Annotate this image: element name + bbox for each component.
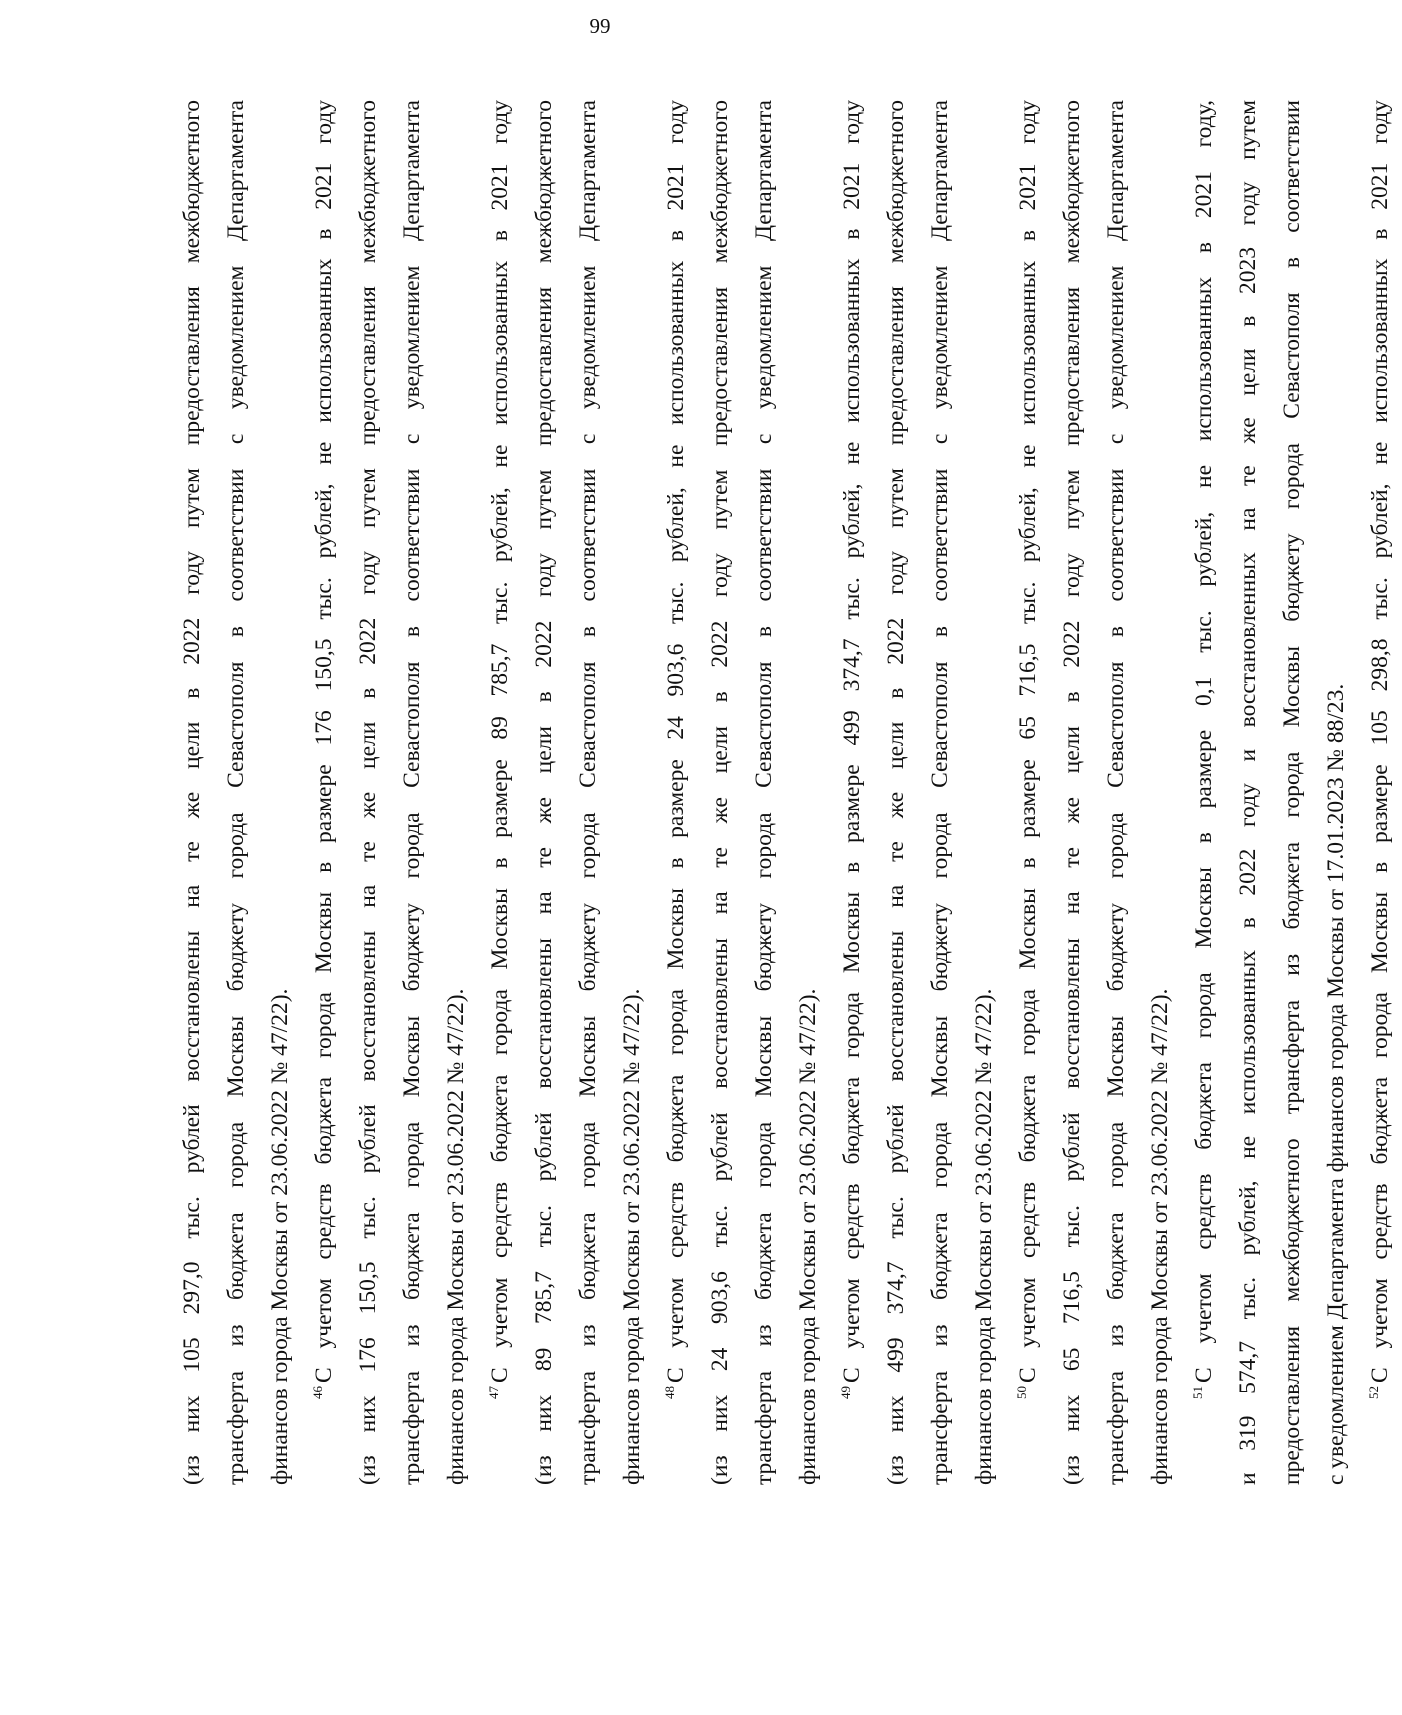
- text-line: трансферта из бюджета города Москвы бюджету города Севастополя в соответствии с уведомлением Департамента: [927, 100, 953, 1485]
- footnotes-body: [170, 100, 1393, 1485]
- footnote-marker: 52: [1366, 1386, 1382, 1399]
- text-line: (из них 89 785,7 тыс. рублей восстановлены на те же цели в 2022 году путем предоставления межбюджетного: [531, 100, 557, 1485]
- footnote-52-line: [1358, 100, 1402, 1485]
- footnote-marker: 51: [1190, 1386, 1206, 1399]
- text-line: с уведомлением Департамента финансов города Москвы от 17.01.2023 № 88/23.: [1323, 683, 1349, 1485]
- footnote-marker: 47: [486, 1386, 502, 1399]
- text-span: С учетом средств бюджета города Москвы в размере 176 150,5 тыс. рублей, не использованных в 2021 году: [311, 100, 337, 1383]
- text-span: С учетом средств бюджета города Москвы в размере 105 298,8 тыс. рублей, не использованных в 2021 году: [1367, 100, 1393, 1383]
- text-line: трансферта из бюджета города Москвы бюджету города Севастополя в соответствии с уведомлением Департамента: [223, 100, 249, 1485]
- text-line: (из них 176 150,5 тыс. рублей восстановлены на те же цели в 2022 году путем предоставления межбюджетного: [355, 100, 381, 1485]
- text-span: С учетом средств бюджета города Москвы в размере 65 716,5 тыс. рублей, не использованных в 2021 году: [1015, 100, 1041, 1383]
- text-span: С учетом средств бюджета города Москвы в размере 499 374,7 тыс. рублей, не использованных в 2021 году: [839, 100, 865, 1383]
- text-line: (из них 105 297,0 тыс. рублей восстановлены на те же цели в 2022 году путем предоставления межбюджетного: [179, 100, 205, 1485]
- text-line: трансферта из бюджета города Москвы бюджету города Севастополя в соответствии с уведомлением Департамента: [751, 100, 777, 1485]
- footnote-47-line: [478, 100, 522, 1485]
- text-line: финансов города Москвы от 23.06.2022 № 47/22).: [971, 988, 997, 1485]
- footnote-marker: 50: [1014, 1386, 1030, 1399]
- footnote-46-line: [302, 100, 346, 1485]
- text-line: трансферта из бюджета города Москвы бюджету города Севастополя в соответствии с уведомлением Департамента: [575, 100, 601, 1485]
- text-span: С учетом средств бюджета города Москвы в размере 89 785,7 тыс. рублей, не использованных в 2021 году: [487, 100, 513, 1383]
- footnote-48-line: [654, 100, 698, 1485]
- text-line: финансов города Москвы от 23.06.2022 № 47/22).: [267, 988, 293, 1485]
- footnote-50-line: [1006, 100, 1050, 1485]
- page-number: 99: [589, 14, 611, 38]
- text-line: предоставления межбюджетного трансферта из бюджета города Москвы бюджету города Севастополя в соответствии: [1279, 100, 1305, 1485]
- text-line: (из них 24 903,6 тыс. рублей восстановлены на те же цели в 2022 году путем предоставления межбюджетного: [707, 100, 733, 1485]
- footnote-marker: 48: [662, 1386, 678, 1399]
- text-span: С учетом средств бюджета города Москвы в размере 24 903,6 тыс. рублей, не использованных в 2021 году: [663, 100, 689, 1383]
- text-line: финансов города Москвы от 23.06.2022 № 47/22).: [795, 988, 821, 1485]
- text-line: трансферта из бюджета города Москвы бюджету города Севастополя в соответствии с уведомлением Департамента: [1103, 100, 1129, 1485]
- text-line: трансферта из бюджета города Москвы бюджету города Севастополя в соответствии с уведомлением Департамента: [399, 100, 425, 1485]
- text-line: и 319 574,7 тыс. рублей, не использованных в 2022 году и восстановленных на те же цели в 2023 году путем: [1235, 100, 1261, 1485]
- footnote-marker: 49: [838, 1386, 854, 1399]
- text-line: финансов города Москвы от 23.06.2022 № 47/22).: [443, 988, 469, 1485]
- footnote-49-line: [830, 100, 874, 1485]
- footnote-marker: 46: [310, 1386, 326, 1399]
- text-line: финансов города Москвы от 23.06.2022 № 47/22).: [1147, 988, 1173, 1485]
- text-line: финансов города Москвы от 23.06.2022 № 47/22).: [619, 988, 645, 1485]
- footnote-51-line: [1182, 100, 1226, 1485]
- text-line: (из них 65 716,5 тыс. рублей восстановлены на те же цели в 2022 году путем предоставления межбюджетного: [1059, 100, 1085, 1485]
- text-span: С учетом средств бюджета города Москвы в размере 0,1 тыс. рублей, не использованных в 2021 году,: [1191, 100, 1217, 1383]
- text-line: (из них 499 374,7 тыс. рублей восстановлены на те же цели в 2022 году путем предоставления межбюджетного: [883, 100, 909, 1485]
